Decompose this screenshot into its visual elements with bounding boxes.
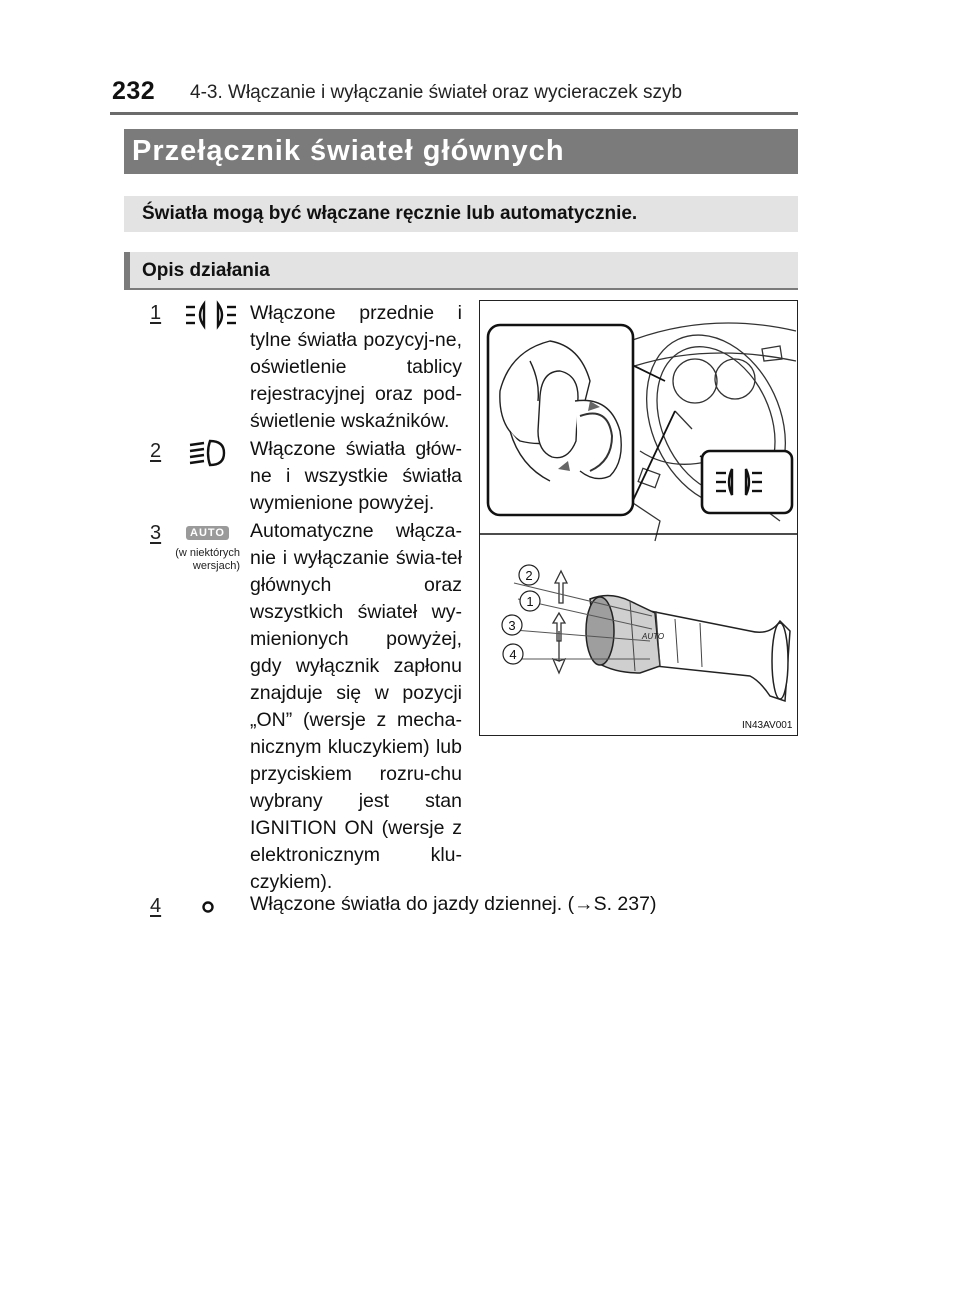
item-number-2: 2 [150,440,162,462]
headlight-switch-figure [479,300,798,736]
side-lights-icon [184,300,238,330]
item-number-4: 4 [150,895,162,917]
auto-note: (w niektórych wersjach) [175,547,240,572]
figure-code: IN43AV001 [742,720,793,731]
subsection-title: Opis działania [124,252,798,290]
item-number-1: 1 [150,302,162,324]
section-title: Przełącznik świateł głównych [124,129,798,174]
auto-badge: AUTO [186,526,229,540]
daytime-running-light-icon [200,899,216,915]
callout-1: 1 [526,594,534,609]
chapter-title: 4-3. Włączanie i wyłączanie świateł oraz wycieraczek szyb [190,82,683,103]
item-description-4: Włączone światła do jazdy dziennej. (→S. 237) [250,893,657,915]
page-number: 232 [112,77,156,105]
callout-2: 2 [525,568,533,583]
callout-3: 3 [508,618,516,633]
item-description-1: Włączone przednie i tylne światła pozycyj-ne, oświetlenie tablicy rejestracyjnej oraz pod-świetlenie wskaźników. [250,302,462,432]
item-description-2: Włączone światła głów-ne i wszystkie światła wymienione powyżej. [250,438,462,514]
header-rule [110,112,798,115]
intro-text: Światła mogą być włączane ręcznie lub automatycznie. [124,196,798,232]
headlight-low-beam-icon [186,438,228,468]
switch-illustration [480,301,798,736]
item-number-3: 3 [150,522,162,544]
item-description-3: Automatyczne włącza-nie i wyłączanie świa-teł głównych oraz wszystkich świateł wy-mienionych powyżej, gdy wyłącznik zapłonu znajduje się w pozycji „ON” (wersje z mecha-nicznym kluczykiem) lub przyciskiem rozru-chu wybrany jest stan IGNITION ON (wersje z elektronicznym klu-czykiem). [250,520,462,893]
switch-auto-marking: AUTO [642,632,665,641]
callout-4: 4 [509,647,517,662]
